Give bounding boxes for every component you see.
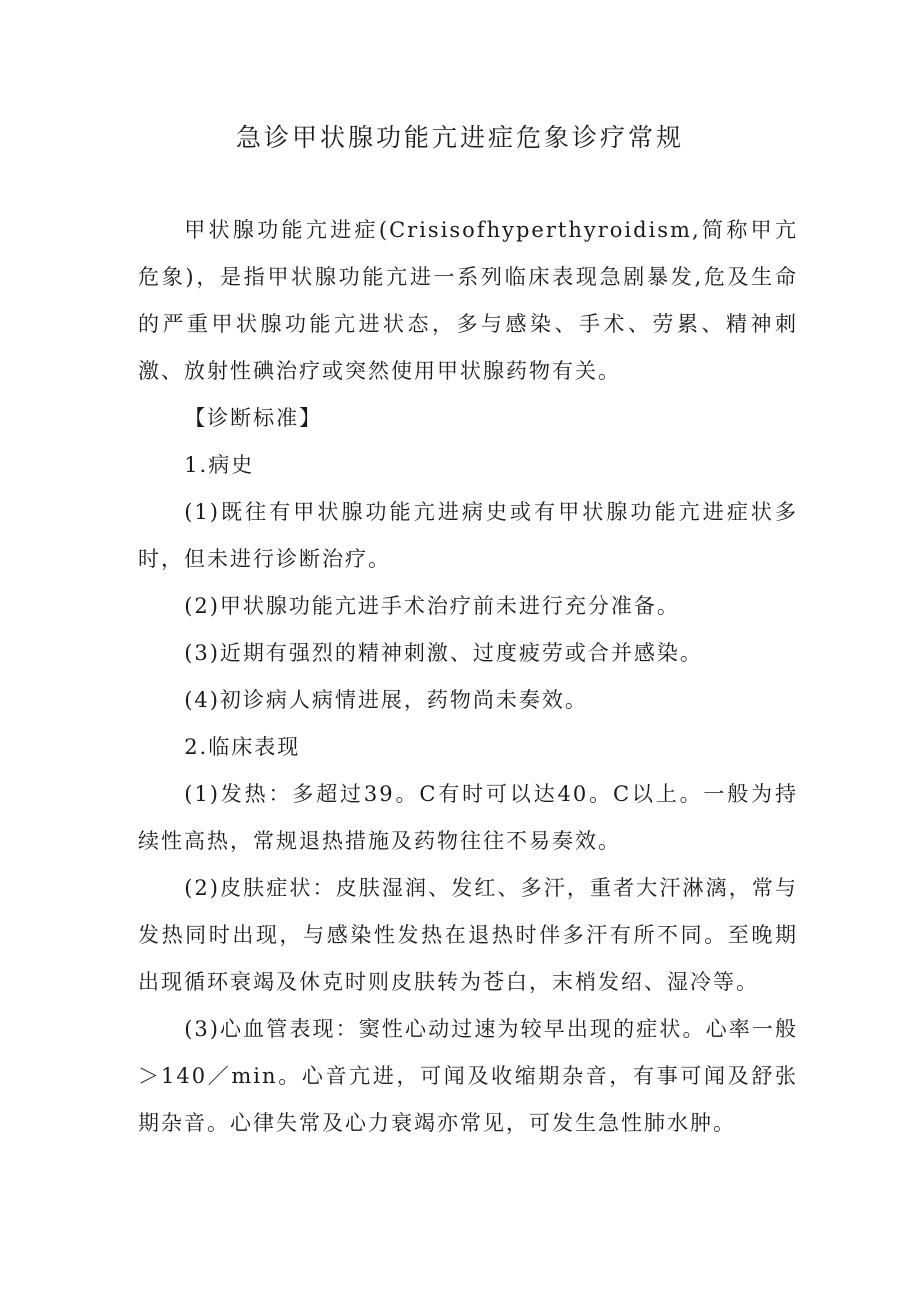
document-title: 急诊甲状腺功能亢进症危象诊疗常规	[235, 123, 684, 152]
document-body	[138, 207, 798, 1147]
history-item-3: (3)近期有强烈的精神刺激、过度疲劳或合并感染。	[184, 641, 703, 665]
history-heading: 1.病史	[184, 453, 255, 477]
clinical-heading: 2.临床表现	[184, 735, 301, 759]
clinical-item-1: (1)发热：多超过39。C有时可以达40。C以上。一般为持续性高热，常规退热措施及药物往往不易奏效。	[138, 782, 798, 853]
intro-paragraph: 甲状腺功能亢进症(Crisisofhyperthyroidism,简称甲亢危象)，是指甲状腺功能亢进一系列临床表现急剧暴发,危及生命的严重甲状腺功能亢进状态，多与感染、手术、劳累、精神刺激、放射性碘治疗或突然使用甲状腺药物有关。	[138, 218, 798, 383]
clinical-item-2: (2)皮肤症状：皮肤湿润、发红、多汗，重者大汗淋漓，常与发热同时出现，与感染性发热在退热时伴多汗有所不同。至晚期出现循环衰竭及休克时则皮肤转为苍白，末梢发绍、湿冷等。	[138, 876, 798, 994]
clinical-item-3: (3)心血管表现：窦性心动过速为较早出现的症状。心率一般＞140／min。心音亢进，可闻及收缩期杂音，有事可闻及舒张期杂音。心律失常及心力衰竭亦常见，可发生急性肺水肿。	[138, 1017, 798, 1135]
history-item-1: (1)既往有甲状腺功能亢进病史或有甲状腺功能亢进症状多时，但未进行诊断治疗。	[138, 500, 798, 571]
section-heading-diagnosis: 【诊断标准】	[184, 406, 323, 430]
history-item-4: (4)初诊病人病情进展，药物尚未奏效。	[184, 688, 588, 712]
history-item-2: (2)甲状腺功能亢进手术治疗前未进行充分准备。	[184, 594, 680, 618]
